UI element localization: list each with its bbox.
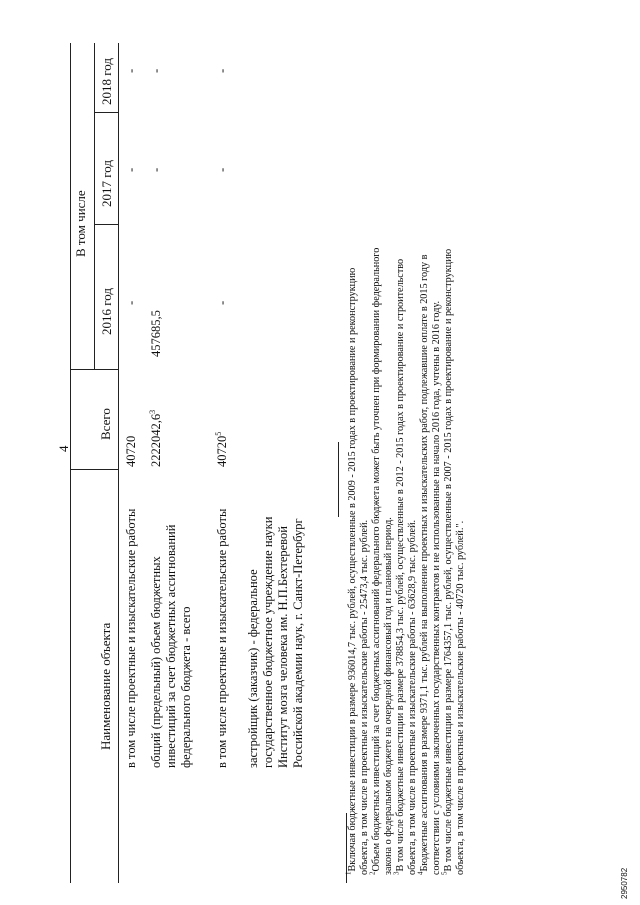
row-2016: - (215, 300, 229, 305)
row-total-value: 2222042,6 (149, 413, 163, 467)
table-col-divider (70, 469, 118, 470)
footnote-text: Объем бюджетных инвестиций за счет бюджетных ассигнований федерального бюджета может быть уточнен при формировании федерального (371, 247, 382, 872)
footnote-line (344, 267, 359, 875)
developer-line: застройщик (заказчик) - федеральное (246, 569, 260, 768)
row-name-line: федерального бюджета - всего (179, 606, 193, 768)
footnote-text: В том числе бюджетные инвестиции в размере 378854,3 тыс. рублей, осуществленные в 2012 - 2015 годах в проектирование и строительство (395, 258, 406, 872)
row-2017: - (124, 167, 138, 172)
page-number: 4 (56, 445, 71, 452)
separator-line (338, 442, 339, 517)
row-total-value: 40720 (215, 435, 229, 467)
table-top-border (70, 43, 71, 883)
footnote-line: объекта, в том числе в проектные и изыскательские работы - 63628,9 тыс. рублей. (407, 519, 418, 875)
header-year-2016: 2016 год (99, 288, 114, 335)
footnote-mark: 5 (440, 871, 449, 875)
row-name: в том числе проектные и изыскательские работы (215, 508, 229, 768)
footnote-ref: 3 (147, 409, 157, 414)
header-name: Наименование объекта (98, 622, 113, 750)
row-total (215, 432, 230, 467)
row-2017: - (149, 167, 163, 172)
including-header-divider (94, 43, 95, 370)
footnote-line: объекта, в том числе в проектные и изыскательские работы - 40720 тыс. рублей.". (455, 520, 466, 875)
developer-line: Российской академии наук, г. Санкт-Петербург (291, 518, 305, 768)
row-total: 40720 (124, 435, 138, 467)
row-name: в том числе проектные и изыскательские работы (124, 508, 138, 768)
footnote-mark: 4 (416, 871, 425, 875)
footnote-line: соответствии с условиями заключенных государственных контрактов и не использованные на начало 2016 года, учтены в 2016 году. (431, 300, 442, 875)
row-2017: - (215, 167, 229, 172)
table-header-bottom-border (118, 43, 119, 883)
row-name-line: инвестиций за счет бюджетных ассигнований (164, 524, 178, 768)
footnote-text: Бюджетные ассигнования в размере 9371,1 тыс. рублей на выполнение проектных и изыскательских работ, подлежавшие оплате в 2015 году в (419, 254, 430, 872)
header-year-2018: 2018 год (99, 58, 114, 105)
row-name-line: общий (предельный) объем бюджетных (149, 556, 163, 768)
footnote-line (440, 248, 455, 875)
developer-line: государственное бюджетное учреждение науки (261, 516, 275, 768)
header-including: В том числе (73, 190, 88, 257)
header-year-2017: 2017 год (99, 160, 114, 207)
row-2018: - (124, 68, 138, 73)
footnote-text: Включая бюджетные инвестиции в размере 936014,7 тыс. рублей, осуществленные в 2009 - 2015 годах в проектирование и реконструкцию (347, 267, 358, 872)
document-id: 2950782 (620, 867, 629, 899)
row-total (149, 410, 164, 467)
table-col-divider (94, 112, 118, 113)
row-2016: - (124, 300, 138, 305)
footnote-line (416, 254, 431, 875)
footnote-ref: 5 (213, 431, 223, 436)
header-total: Всего (98, 408, 113, 440)
footnote-line: объекта, в том числе в проектные и изыскательские работы - 25473,4 тыс. рублей. (359, 519, 370, 875)
table-col-divider (70, 369, 118, 370)
footnote-mark: 2 (368, 871, 377, 875)
footnote-text: В том числе бюджетные инвестиции в размере 1764357,1 тыс. рублей, осуществленные в 2007 - 2015 годах в проектирование и реконструкцию (443, 248, 454, 872)
footnote-line (368, 247, 383, 875)
footnote-line (392, 258, 407, 875)
row-2018: - (149, 68, 163, 73)
footnote-mark: 3 (392, 871, 401, 875)
row-2018: - (215, 68, 229, 73)
row-2016: 457685,5 (149, 310, 163, 357)
footnote-line: закона о федеральном бюджете на очередной финансовый год и плановый период. (383, 517, 394, 875)
footnote-mark: 1 (344, 871, 353, 875)
table-col-divider (94, 224, 118, 225)
developer-line: Институт мозга человека им. Н.П.Бехтеревой (276, 526, 290, 768)
